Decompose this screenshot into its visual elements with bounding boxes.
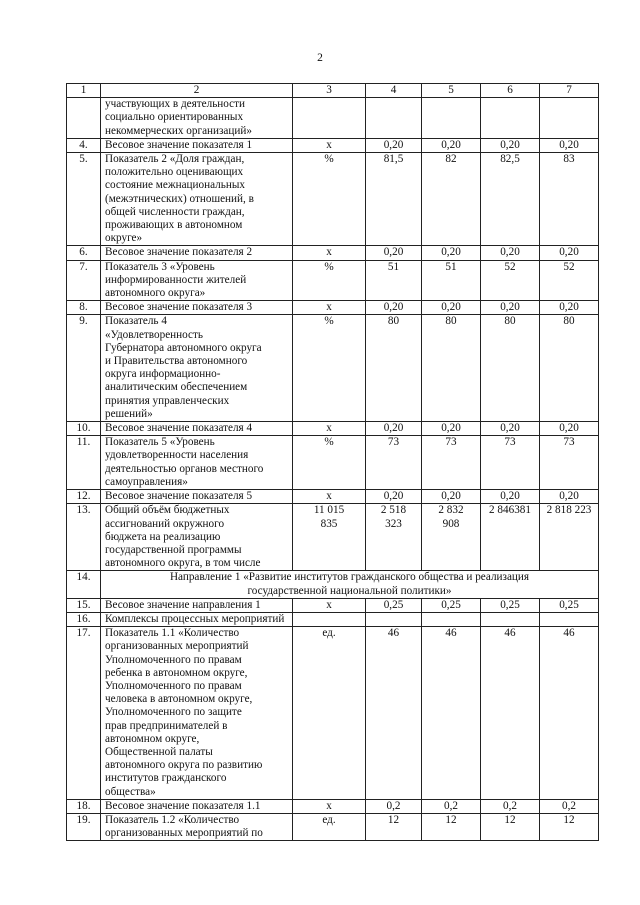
value-cell [481,98,540,139]
value-cell: 0,20 [422,490,481,504]
page-number: 2 [317,52,323,64]
value-cell: 0,20 [540,138,599,152]
indicator-name: Весовое значение показателя 4 [101,422,293,436]
indicators-table [66,83,599,841]
value-cell: 0,20 [540,246,599,260]
unit-cell: х [293,490,366,504]
unit-cell: % [293,315,366,422]
table-row [67,422,599,436]
row-number: 11. [67,436,101,490]
value-cell [422,612,481,626]
unit-cell: 11 015 835 [293,504,366,571]
table-row [67,315,599,422]
unit-cell: ед. [293,813,366,840]
row-number: 18. [67,799,101,813]
value-cell [481,612,540,626]
table-row [67,138,599,152]
indicator-name: Весовое значение показателя 3 [101,301,293,315]
table-row [67,436,599,490]
unit-cell: х [293,422,366,436]
unit-cell: % [293,260,366,301]
value-cell: 0,20 [366,422,422,436]
value-cell: 80 [366,315,422,422]
table-row [67,504,599,571]
value-cell: 0,20 [481,246,540,260]
column-header-6: 6 [481,84,540,98]
row-number: 15. [67,598,101,612]
value-cell: 82 [422,153,481,246]
unit-cell: х [293,301,366,315]
value-cell: 0,20 [481,490,540,504]
row-number: 14. [67,571,101,598]
value-cell: 0,20 [366,246,422,260]
value-cell: 0,25 [366,598,422,612]
value-cell: 52 [481,260,540,301]
unit-cell: х [293,598,366,612]
row-number: 12. [67,490,101,504]
unit-cell [293,612,366,626]
column-header-4: 4 [366,84,422,98]
value-cell: 0,20 [481,422,540,436]
indicator-name: участвующих в деятельности социально ориентированных некоммерческих организаций» [101,98,293,139]
value-cell: 2 846381 [481,504,540,571]
unit-cell: % [293,153,366,246]
column-header-1: 1 [67,84,101,98]
value-cell: 46 [481,627,540,800]
unit-cell: х [293,246,366,260]
row-number: 19. [67,813,101,840]
value-cell: 80 [481,315,540,422]
value-cell: 73 [366,436,422,490]
value-cell: 0,20 [481,138,540,152]
indicator-name: Показатель 3 «Уровень информированности жителей автономного округа» [101,260,293,301]
row-number: 8. [67,301,101,315]
row-number: 17. [67,627,101,800]
value-cell: 83 [540,153,599,246]
value-cell: 0,2 [422,799,481,813]
value-cell: 46 [540,627,599,800]
value-cell: 0,20 [422,422,481,436]
row-number [67,98,101,139]
indicator-name: Весовое значение показателя 1 [101,138,293,152]
row-number: 4. [67,138,101,152]
indicator-name: Показатель 5 «Уровень удовлетворенности населения деятельностью органов местного самоуправления» [101,436,293,490]
table-row [67,627,599,800]
value-cell: 0,20 [422,138,481,152]
value-cell: 51 [422,260,481,301]
value-cell: 73 [540,436,599,490]
indicator-name: Показатель 2 «Доля граждан, положительно оценивающих состояние межнациональных (межэтнических) отношений, в общей численности граждан, проживающих в автономном округе» [101,153,293,246]
value-cell [366,98,422,139]
indicator-name: Весовое значение показателя 1.1 [101,799,293,813]
table-row [67,813,599,840]
value-cell: 12 [540,813,599,840]
unit-cell: х [293,138,366,152]
value-cell: 12 [422,813,481,840]
value-cell [540,98,599,139]
value-cell: 0,20 [481,301,540,315]
table-row [67,598,599,612]
table-row [67,301,599,315]
table-row [67,490,599,504]
value-cell: 0,2 [366,799,422,813]
value-cell: 12 [481,813,540,840]
table-row [67,153,599,246]
indicator-name: Весовое значение показателя 2 [101,246,293,260]
unit-cell: ед. [293,627,366,800]
value-cell: 0,2 [540,799,599,813]
row-number: 5. [67,153,101,246]
indicator-name: Показатель 1.2 «Количество организованных мероприятий по [101,813,293,840]
value-cell: 46 [422,627,481,800]
value-cell: 46 [366,627,422,800]
value-cell: 2 832 908 [422,504,481,571]
table-row [67,260,599,301]
value-cell: 0,20 [366,138,422,152]
column-header-5: 5 [422,84,481,98]
indicator-name: Показатель 1.1 «Количество организованных мероприятий Уполномоченного по правам ребенка в автономном округе, Уполномоченного по правам человека в автономном округе, Уполномоченного по защите прав предпринимателей в автономном округе, Общественной палаты автономного округа по развитию институтов гражданского общества» [101,627,293,800]
column-header-2: 2 [101,84,293,98]
value-cell: 2 518 323 [366,504,422,571]
value-cell: 73 [481,436,540,490]
value-cell: 80 [422,315,481,422]
value-cell: 0,20 [540,422,599,436]
row-number: 9. [67,315,101,422]
value-cell: 0,25 [422,598,481,612]
value-cell: 80 [540,315,599,422]
value-cell: 81,5 [366,153,422,246]
header-row [67,84,599,98]
table-row [67,246,599,260]
value-cell: 52 [540,260,599,301]
unit-cell: х [293,799,366,813]
value-cell: 2 818 223 [540,504,599,571]
value-cell: 73 [422,436,481,490]
value-cell: 0,20 [540,490,599,504]
value-cell: 0,25 [481,598,540,612]
indicator-name: Комплексы процессных мероприятий [101,612,293,626]
indicator-name: Показатель 4 «Удовлетворенность Губернатора автономного округа и Правительства автономного округа информационно- аналитическим обеспечением принятия управленческих решений» [101,315,293,422]
unit-cell [293,98,366,139]
indicator-name: Общий объём бюджетных ассигнований окружного бюджета на реализацию государственной программы автономного округа, в том числе [101,504,293,571]
value-cell: 0,25 [540,598,599,612]
indicator-name: Весовое значение показателя 5 [101,490,293,504]
value-cell: 0,20 [366,490,422,504]
table-row [67,571,599,598]
table-row [67,98,599,139]
value-cell [540,612,599,626]
value-cell: 82,5 [481,153,540,246]
row-number: 13. [67,504,101,571]
row-number: 16. [67,612,101,626]
value-cell: 0,20 [540,301,599,315]
value-cell: 0,20 [366,301,422,315]
value-cell: 51 [366,260,422,301]
section-heading: Направление 1 «Развитие институтов гражданского общества и реализация государственной национальной политики» [101,571,599,598]
value-cell [422,98,481,139]
value-cell: 0,20 [422,301,481,315]
value-cell [366,612,422,626]
value-cell: 0,20 [422,246,481,260]
table-row [67,612,599,626]
column-header-3: 3 [293,84,366,98]
row-number: 6. [67,246,101,260]
row-number: 10. [67,422,101,436]
unit-cell: % [293,436,366,490]
indicator-name: Весовое значение направления 1 [101,598,293,612]
value-cell: 0,2 [481,799,540,813]
table-row [67,799,599,813]
row-number: 7. [67,260,101,301]
value-cell: 12 [366,813,422,840]
column-header-7: 7 [540,84,599,98]
